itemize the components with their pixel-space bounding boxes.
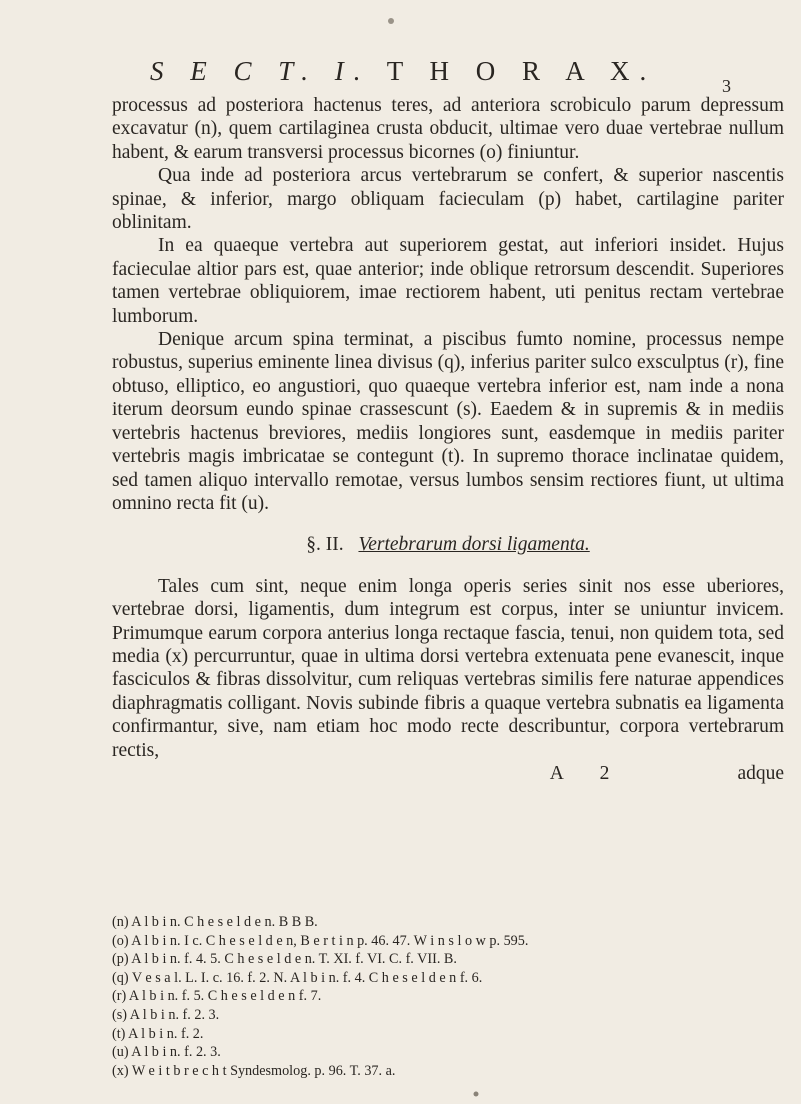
footnote: (o) A l b i n. I c. C h e s e l d e n, B e r t i n p. 46. 47. W i n s l o w p. 595. bbox=[112, 932, 529, 949]
footnote: (n) A l b i n. C h e s e l d e n. B B B. bbox=[112, 914, 318, 930]
footnote: (x) W e i t b r e c h t Syndesmolog. p. 96. T. 37. a. bbox=[112, 1062, 396, 1079]
paragraph: Denique arcum spina terminat, a piscibus fumto nomine, processus nempe robustus, superius eminente linea divisus (q), inferius pariter sulco exsculptus (r), fine obtuso, elliptico, eo angustiori, quo quaeque vertebra inferior est, nam inde a nona iterum deorsum eundo spinae crassescunt (s). Eaedem & in supremis & in mediis vertebris hactenus breviores, mediis longiores sunt, easdemque in mediis pariter vertebris magis imbricatae se contegunt (t). In supremo thorace inclinatae quidem, sed tamen aliquo intervallo remotae, versus lumbos sensim rectiores fiunt, ut ultima omnino recta fit (u). bbox=[112, 329, 784, 514]
footnote: (u) A l b i n. f. 2. 3. bbox=[112, 1044, 221, 1061]
running-header bbox=[150, 56, 657, 87]
header-section: S E C T. I. bbox=[150, 56, 371, 86]
page-number: 3 bbox=[722, 76, 731, 96]
paragraph: Qua inde ad posteriora arcus vertebrarum se confert, & superior nascentis spinae, & inferior, margo obliquam facieculam (p) habet, cartilagine pariter oblinitam. bbox=[112, 165, 784, 234]
section-heading bbox=[112, 533, 784, 556]
signature-mark: A 2 bbox=[549, 762, 626, 784]
footnotes bbox=[112, 913, 784, 1080]
signature-line bbox=[112, 762, 784, 785]
main-text bbox=[112, 94, 784, 785]
footnote: (p) A l b i n. f. 4. 5. C h e s e l d e n. T. XI. f. VI. C. f. VII. B. bbox=[112, 951, 457, 968]
footnote: (t) A l b i n. f. 2. bbox=[112, 1025, 204, 1042]
catchword: adque bbox=[737, 762, 784, 784]
footnote: (r) A l b i n. f. 5. C h e s e l d e n f. 7. bbox=[112, 988, 322, 1005]
footnote: (q) V e s a l. L. I. c. 16. f. 2. N. A l b i n. f. 4. C h e s e l d e n f. 6. bbox=[112, 969, 483, 986]
footnote: (s) A l b i n. f. 2. 3. bbox=[112, 1006, 220, 1023]
ink-speck bbox=[470, 1088, 482, 1100]
section-title: Vertebrarum dorsi ligamenta. bbox=[358, 534, 590, 556]
paragraph: Tales cum sint, neque enim longa operis series sinit nos esse uberiores, vertebrae dorsi, ligamentis, dum integrum est corpus, inter se uniuntur invicem. Primumque earum corpora anterius longa rectaque fascia, tenui, non quidem tota, sed media (x) percurruntur, quae in ultima dorsi vertebra extenuata pene evanescit, inque fasciculos & fibras dissolvitur, cum reliquas vertebras similis fere naturae appendices diaphragmatis colligant. Novis subinde fibris a quaque vertebra subnatis ea ligamenta confirmantur, sive, nam etiam hoc modo recte describuntur, corpora vertebrarum rectis, bbox=[112, 575, 784, 761]
section-number: §. II. bbox=[306, 534, 344, 556]
ink-speck bbox=[384, 14, 398, 28]
header-title: T H O R A X. bbox=[386, 56, 657, 86]
paragraph: processus ad posteriora hactenus teres, ad anteriora scrobiculo parum depressum excavatur (n), quem cartilaginea crusta obducit, ultimae vero duae vertebrae nullum habent, & earum transversi processus bicornes (o) finiuntur. bbox=[112, 95, 784, 163]
paragraph: In ea quaeque vertebra aut superiorem gestat, aut inferiori insidet. Hujus facieculae altior pars est, quae anterior; inde oblique retrorsum descendit. Superiores tamen vertebrae obliquiorem, imae rectiorem habent, uti penitus rectam vertebrae lumborum. bbox=[112, 235, 784, 327]
